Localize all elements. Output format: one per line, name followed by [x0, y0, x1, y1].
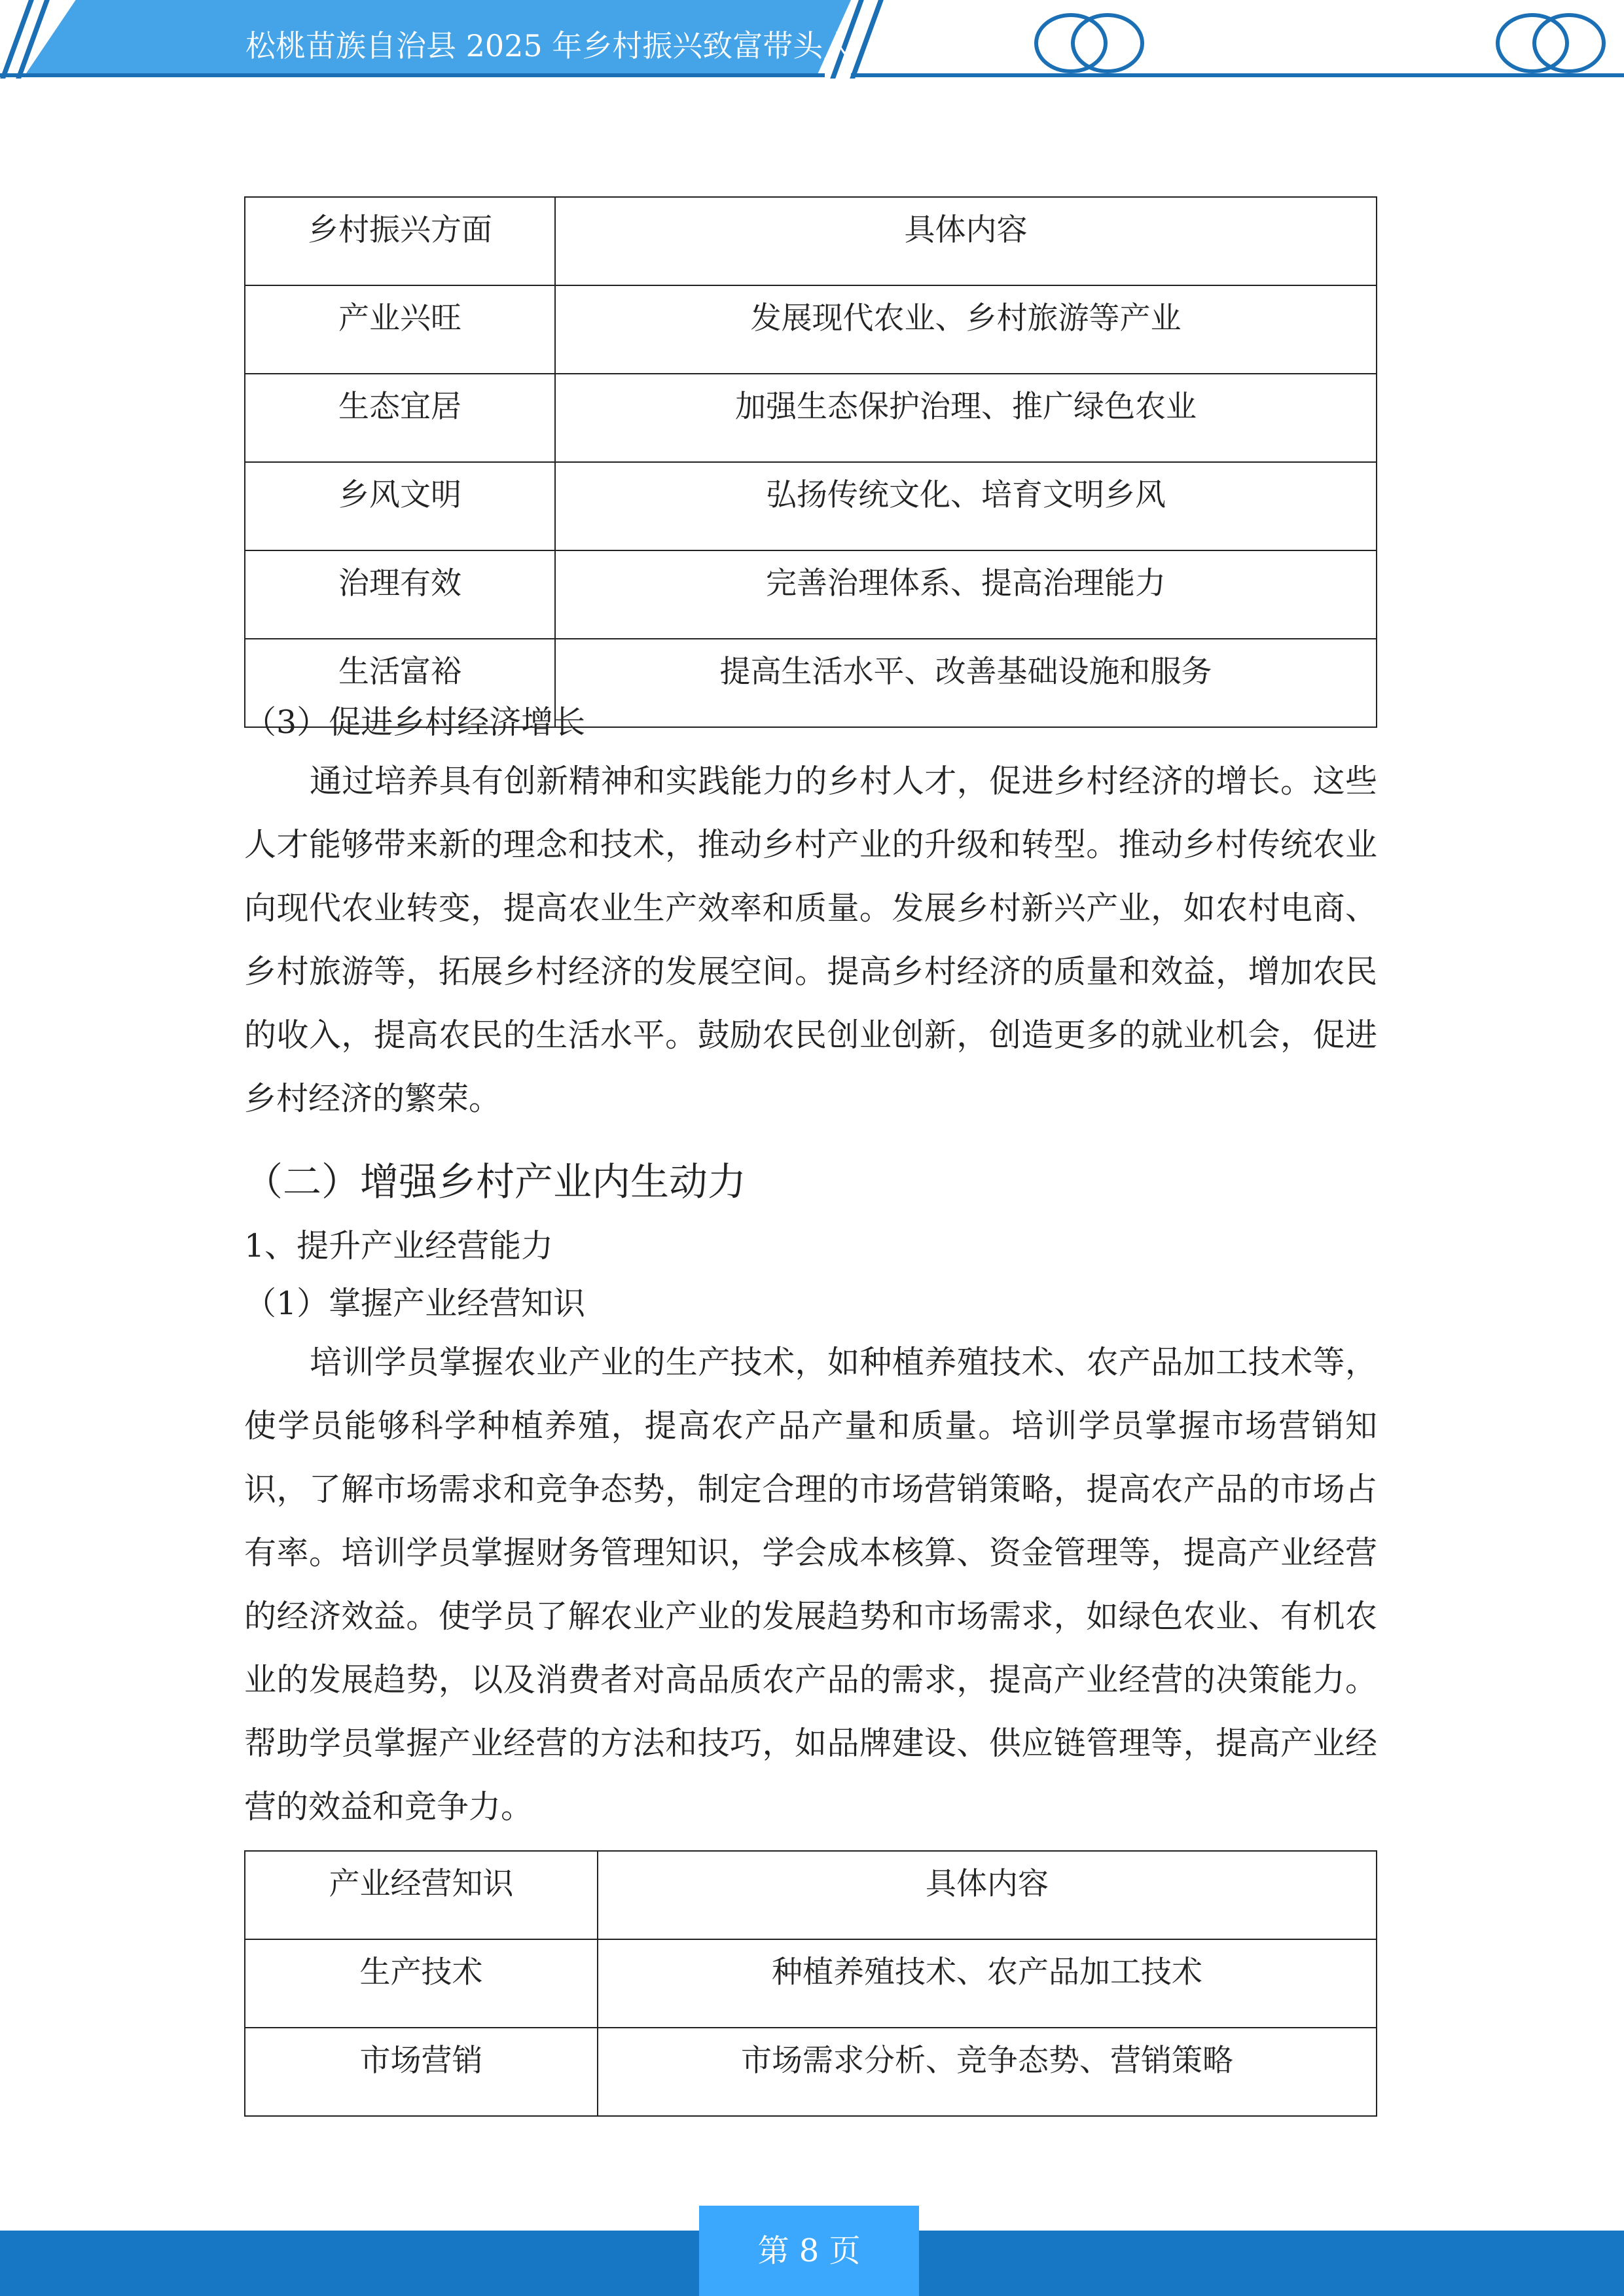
industry-knowledge-table [244, 1850, 1377, 2117]
table-cell: 完善治理体系、提高治理能力 [555, 550, 1377, 639]
table-cell: 加强生态保护治理、推广绿色农业 [555, 374, 1377, 462]
table-row [245, 1939, 1377, 2028]
table-row [245, 550, 1377, 639]
section-heading: （二）增强乡村产业内生动力 [244, 1159, 747, 1204]
table-cell: 生活富裕 [245, 639, 555, 727]
table-header: 具体内容 [555, 197, 1377, 285]
table-header: 具体内容 [598, 1851, 1377, 1939]
table-cell: 市场需求分析、竞争态势、营销策略 [598, 2028, 1377, 2116]
paragraph: 培训学员掌握农业产业的生产技术，如种植养殖技术、农产品加工技术等，使学员能够科学种植养殖，提高农产品产量和质量。培训学员掌握市场营销知识，了解市场需求和竞争态势，制定合理的市场营销策略，提高农产品的市场占有率。培训学员掌握财务管理知识，学会成本核算、资金管理等，提高产业经营的经济效益。使学员了解农业产业的发展趋势和市场需求，如绿色农业、有机农业的发展趋势，以及消费者对高品质农产品的需求，提高产业经营的决策能力。帮助学员掌握产业经营的方法和技巧，如品牌建设、供应链管理等，提高产业经营的效益和竞争力。 [244, 1344, 1377, 1825]
subsection-title: （3）促进乡村经济增长 [244, 704, 586, 741]
rural-revitalization-table [244, 196, 1377, 728]
table-cell: 治理有效 [245, 550, 555, 639]
page-number: 第 8 页 [699, 2206, 919, 2296]
table-header-row [245, 1851, 1377, 1939]
header-stripe [0, 0, 34, 79]
table-cell: 产业兴旺 [245, 285, 555, 374]
table-row [245, 374, 1377, 462]
table-header: 乡村振兴方面 [245, 197, 555, 285]
table-cell: 发展现代农业、乡村旅游等产业 [555, 285, 1377, 374]
table-cell: 乡风文明 [245, 462, 555, 550]
header-underline [0, 73, 825, 77]
table-cell: 生产技术 [245, 1939, 598, 2028]
table-header: 产业经营知识 [245, 1851, 598, 1939]
table-row [245, 285, 1377, 374]
table-cell: 市场营销 [245, 2028, 598, 2116]
table-cell: 生态宜居 [245, 374, 555, 462]
table-row [245, 2028, 1377, 2116]
table-header-row [245, 197, 1377, 285]
rings-icon [1034, 13, 1152, 69]
table-cell: 弘扬传统文化、培育文明乡风 [555, 462, 1377, 550]
subsection-title: （1）掌握产业经营知识 [244, 1285, 586, 1322]
paragraph: 通过培养具有创新精神和实践能力的乡村人才，促进乡村经济的增长。这些人才能够带来新的理念和技术，推动乡村产业的升级和转型。推动乡村传统农业向现代农业转变，提高农业生产效率和质量。发展乡村新兴产业，如农村电商、乡村旅游等，拓展乡村经济的发展空间。提高乡村经济的质量和效益，增加农民的收入，提高农民的生活水平。鼓励农民创业创新，创造更多的就业机会，促进乡村经济的繁荣。 [244, 762, 1377, 1117]
header-underline [851, 73, 1624, 77]
rings-icon [1496, 13, 1614, 69]
table-cell: 提高生活水平、改善基础设施和服务 [555, 639, 1377, 727]
subheading: 1、提升产业经营能力 [244, 1227, 554, 1265]
table-cell: 种植养殖技术、农产品加工技术 [598, 1939, 1377, 2028]
table-row [245, 462, 1377, 550]
header-title: 松桃苗族自治县 2025 年乡村振兴致富带头人 [245, 28, 854, 63]
